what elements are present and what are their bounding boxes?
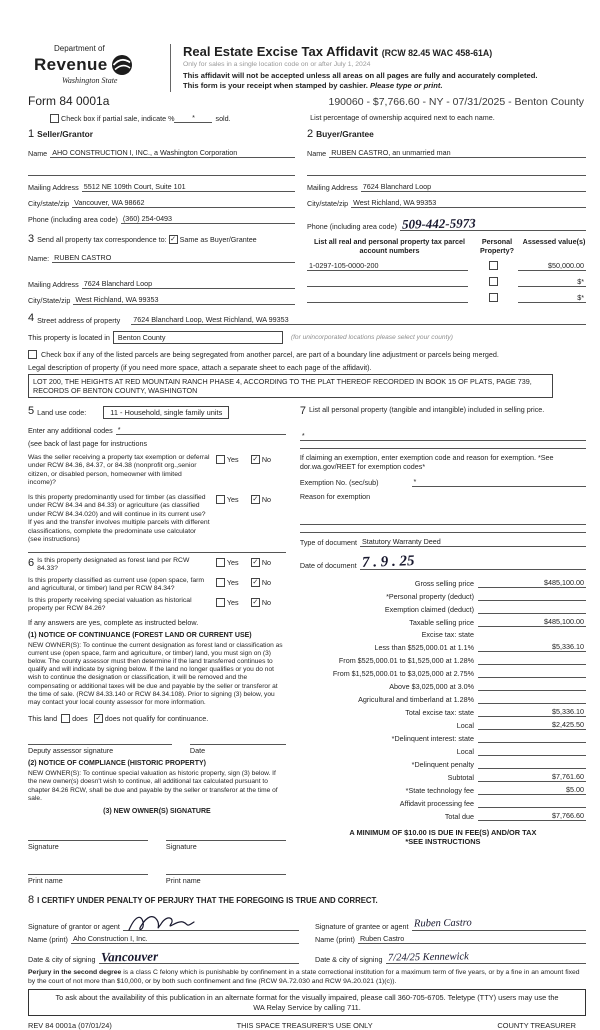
see-instructions-note: *SEE INSTRUCTIONS bbox=[405, 837, 481, 846]
excise-label: Above $3,025,000 at 3.0% bbox=[389, 681, 474, 691]
current-use-yes-checkbox[interactable] bbox=[216, 578, 225, 587]
section7-number: 7 bbox=[299, 405, 306, 418]
notice1-title: (1) NOTICE OF CONTINUANCE (FOREST LAND OR CURRENT USE) bbox=[28, 631, 252, 639]
exemption-no-field[interactable]: * bbox=[412, 477, 586, 487]
current-use-no-checkbox[interactable]: ✓ bbox=[252, 578, 259, 586]
excise-value[interactable] bbox=[478, 759, 586, 769]
parcel-table-header bbox=[307, 237, 586, 255]
revenue-wordmark: Revenue bbox=[34, 55, 108, 74]
title-block bbox=[171, 44, 586, 92]
excise-value[interactable]: $5,336.10 bbox=[478, 642, 586, 652]
buyer-phone-label: Phone (including area code) bbox=[307, 222, 397, 231]
excise-value[interactable]: $485,100.00 bbox=[478, 578, 586, 588]
new-owner-signature-field[interactable] bbox=[166, 831, 286, 841]
receipt-note: This form is your receipt when stamped by cashier. bbox=[183, 81, 368, 91]
forest-land-question: Is this property designated as forest land per RCW 84.33? bbox=[37, 556, 190, 573]
deputy-date-field[interactable] bbox=[190, 735, 286, 745]
yes-label: Yes bbox=[226, 557, 239, 567]
signature-label: Signature bbox=[28, 841, 59, 851]
excise-label: Local bbox=[456, 720, 474, 730]
street-address-label: Street address of property bbox=[37, 316, 121, 326]
current-use-question: Is this property classified as current use (open space, farm and agricultural, or timber) land per RCW 84.34? bbox=[28, 576, 205, 593]
notice2-title: (2) NOTICE OF COMPLIANCE (HISTORIC PROPERTY) bbox=[28, 760, 206, 768]
segregated-checkbox[interactable] bbox=[28, 350, 37, 359]
partial-sale-percent-field[interactable]: * bbox=[174, 113, 212, 123]
new-owner-printname-field[interactable] bbox=[28, 865, 148, 875]
section2-number: 2 bbox=[307, 128, 314, 140]
section4 bbox=[28, 312, 586, 399]
excise-label: Taxable selling price bbox=[409, 617, 474, 627]
no-label: No bbox=[261, 577, 272, 587]
yes-label: Yes bbox=[226, 494, 239, 504]
correspondence-city-label: City/State/zip bbox=[28, 295, 71, 305]
notice2-body: NEW OWNER(S): To continue special valuation as historic property, sign (3) below. If the new owner(s) doesn't wish to continue, all additional tax calculated pursuant to chapter 84.26 RCW, shall be due and payable by the seller or transferor at the time of sale. bbox=[28, 770, 278, 802]
does-not-checkbox[interactable]: ✓ bbox=[95, 715, 102, 723]
yes-label: Yes bbox=[226, 597, 239, 607]
certify-statement: I CERTIFY UNDER PENALTY OF PERJURY THAT THE FOREGOING IS TRUE AND CORRECT. bbox=[37, 895, 378, 905]
grantor-printname-label: Name (print) bbox=[28, 934, 68, 944]
type-of-document-field[interactable]: Statutory Warranty Deed bbox=[360, 537, 586, 547]
reason-exemption-label: Reason for exemption bbox=[299, 492, 371, 501]
partial-sale-suffix: sold. bbox=[215, 114, 231, 123]
excise-value[interactable]: $2,425.50 bbox=[478, 720, 586, 730]
grantee-printname-field[interactable]: Ruben Castro bbox=[358, 934, 586, 944]
buyer-city-label: City/state/zip bbox=[307, 198, 349, 208]
deputy-assessor-label: Deputy assessor signature bbox=[28, 746, 114, 756]
footer bbox=[28, 1021, 586, 1030]
personal-property-checkbox[interactable] bbox=[489, 293, 498, 302]
personal-property-checkbox[interactable] bbox=[489, 261, 498, 270]
historic-no-checkbox[interactable]: ✓ bbox=[252, 598, 259, 606]
seller-mailing-field[interactable]: 5512 NE 109th Court, Suite 101 bbox=[82, 182, 295, 192]
county-treasurer-label: COUNTY TREASURER bbox=[497, 1020, 576, 1030]
header bbox=[28, 44, 586, 92]
new-owner-signature-field[interactable] bbox=[28, 831, 148, 841]
grantor-datecity-handwritten: Vancouver bbox=[100, 948, 158, 965]
personal-property-label: List all personal property (tangible and intangible) included in selling price. bbox=[308, 405, 545, 415]
correspondence-name-field[interactable]: RUBEN CASTRO bbox=[52, 253, 295, 263]
excise-value[interactable]: $7,761.60 bbox=[478, 772, 586, 782]
new-owner-printname-field[interactable] bbox=[166, 865, 286, 875]
no-label: No bbox=[261, 557, 272, 567]
type-or-print-note: Please type or print. bbox=[369, 81, 443, 91]
excise-table bbox=[300, 578, 586, 821]
parcel-row bbox=[307, 293, 586, 303]
forest-no-checkbox[interactable]: ✓ bbox=[252, 558, 259, 566]
ownership-note: List percentage of ownership acquired next to each name. bbox=[310, 113, 495, 122]
form-title-text: Real Estate Excise Tax Affidavit bbox=[183, 44, 379, 59]
assessed-value-field[interactable]: $* bbox=[518, 293, 586, 303]
assessed-value-field[interactable]: $50,000.00 bbox=[518, 261, 586, 271]
washington-state-label: Washington State bbox=[62, 76, 118, 85]
forest-yes-checkbox[interactable] bbox=[216, 558, 225, 567]
seller-name-field[interactable]: AHO CONSTRUCTION I, INC., a Washington Corporation bbox=[50, 148, 295, 158]
if-yes-note: If any answers are yes, complete as instructed below. bbox=[28, 617, 199, 627]
treasurer-use-label: THIS SPACE TREASURER'S USE ONLY bbox=[236, 1020, 373, 1030]
signature-label: Signature bbox=[165, 841, 197, 851]
parcel-number-field[interactable] bbox=[307, 277, 468, 287]
land-use-label: Land use code: bbox=[37, 407, 87, 417]
excise-label: Total due bbox=[444, 811, 474, 821]
parcel-number-field[interactable]: 1-0297-105-0000-200 bbox=[307, 261, 468, 271]
excise-value[interactable] bbox=[478, 746, 586, 756]
buyer-name-label: Name bbox=[307, 148, 327, 158]
partial-sale-label: Check box if partial sale, indicate % bbox=[61, 114, 175, 123]
grantee-printname-label: Name (print) bbox=[315, 934, 355, 944]
page-title bbox=[183, 44, 586, 60]
excise-value[interactable] bbox=[478, 798, 586, 808]
single-location-note: Only for sales in a single location code on or after July 1, 2024 bbox=[183, 61, 371, 69]
section4-number: 4 bbox=[28, 311, 35, 324]
minimum-fee-note: A MINIMUM OF $10.00 IS DUE IN FEE(S) AND/OR TAX bbox=[349, 827, 537, 837]
form-number: Form 84 0001a bbox=[28, 94, 110, 108]
parcel-row bbox=[307, 261, 586, 271]
correspondence-mailing-field[interactable]: 7624 Blanchard Loop bbox=[82, 279, 295, 289]
type-of-document-label: Type of document bbox=[299, 538, 357, 547]
assessed-value-header: Assessed value(s) bbox=[522, 237, 586, 246]
excise-value[interactable]: $7,766.60 bbox=[478, 811, 586, 821]
legal-description-label: Legal description of property (if you need more space, attach a separate sheet to each page of the affidavit). bbox=[28, 363, 372, 373]
county-select[interactable]: Benton County bbox=[113, 331, 283, 344]
reason-exemption-field[interactable] bbox=[300, 515, 586, 525]
buyer-mailing-label: Mailing Address bbox=[307, 182, 358, 192]
timber-yes-checkbox[interactable] bbox=[216, 495, 225, 504]
personal-property-field[interactable]: * bbox=[300, 431, 586, 441]
excise-value[interactable] bbox=[478, 681, 586, 691]
excise-label: From $1,525,000.01 to $3,025,000 at 2.75% bbox=[332, 668, 474, 678]
see-back-note: (see back of last page for instructions bbox=[28, 439, 148, 448]
seller-city-field[interactable]: Vancouver, WA 98662 bbox=[72, 198, 295, 208]
excise-label: *Delinquent interest: state bbox=[391, 733, 474, 743]
parcel-row bbox=[307, 277, 586, 287]
additional-codes-label: Enter any additional codes bbox=[28, 426, 113, 435]
seller-phone-field[interactable]: (360) 254-0493 bbox=[121, 214, 295, 224]
grantor-datecity-label: Date & city of signing bbox=[28, 954, 96, 964]
does-label: does bbox=[72, 714, 88, 724]
no-label: No bbox=[261, 494, 272, 504]
excise-value[interactable] bbox=[478, 694, 586, 704]
excise-label: From $525,000.01 to $1,525,000 at 1.28% bbox=[338, 655, 474, 665]
yes-label: Yes bbox=[226, 455, 239, 464]
grantee-signature-field[interactable] bbox=[412, 916, 586, 930]
deputy-assessor-signature-field[interactable] bbox=[28, 735, 172, 745]
street-address-field[interactable]: 7624 Blanchard Loop, West Richland, WA 99353 bbox=[131, 315, 586, 325]
segregated-label: Check box if any of the listed parcels are being segregated from another parcel, are part of a boundary line adjustment or parcels being merged. bbox=[41, 350, 499, 360]
deputy-date-label: Date bbox=[189, 746, 206, 756]
section1-number: 1 bbox=[28, 128, 35, 140]
section3-number: 3 bbox=[28, 232, 35, 245]
buyer-phone-field[interactable] bbox=[400, 214, 586, 231]
grantor-signature-field[interactable] bbox=[123, 913, 299, 931]
revenue-swirl-icon bbox=[111, 54, 133, 76]
excise-label: Total excise tax: state bbox=[405, 707, 474, 717]
excise-label: Affidavit processing fee bbox=[399, 798, 474, 808]
grantor-printname-field[interactable]: Aho Construction I, Inc. bbox=[71, 934, 299, 944]
land-use-select[interactable]: 11 - Household, single family units bbox=[103, 406, 229, 419]
parcel-number-field[interactable] bbox=[307, 293, 468, 303]
correspondence-name-label: Name: bbox=[28, 253, 50, 263]
this-land-label: This land bbox=[28, 714, 58, 724]
section6-number: 6 bbox=[28, 556, 35, 569]
buyer-mailing-field[interactable]: 7624 Blanchard Loop bbox=[361, 182, 586, 192]
yes-label: Yes bbox=[226, 577, 239, 587]
excise-label: Excise tax: state bbox=[421, 629, 474, 639]
buyer-phone-handwritten: 509-442-5973 bbox=[401, 215, 476, 232]
parcel-number-header: List all real and personal property tax parcel account numbers bbox=[314, 237, 465, 255]
exemption-code-note: If claiming an exemption, enter exemption code and reason for exemption. *See dor.wa.gov/REET for exemption codes* bbox=[299, 453, 554, 471]
historic-yes-checkbox[interactable] bbox=[216, 598, 225, 607]
rcw-reference: (RCW 82.45 WAC 458-61A) bbox=[381, 48, 493, 58]
excise-label: Exemption claimed (deduct) bbox=[384, 604, 474, 614]
does-checkbox[interactable] bbox=[61, 714, 70, 723]
no-label: No bbox=[261, 597, 272, 607]
excise-label: *State technology fee bbox=[405, 785, 474, 795]
buyer-name-field[interactable]: RUBEN CASTRO, an unmarried man bbox=[329, 148, 586, 158]
seller-phone-label: Phone (including area code) bbox=[28, 214, 118, 224]
date-of-document-handwritten: 7 . 9 . 25 bbox=[361, 553, 415, 571]
dor-logo bbox=[28, 44, 171, 92]
assessed-value-field[interactable]: $* bbox=[518, 277, 586, 287]
historic-question: Is this property receiving special valuation as historical property per RCW 84.26? bbox=[28, 596, 192, 613]
section1-title: Seller/Grantor bbox=[37, 129, 93, 139]
section5-number: 5 bbox=[28, 405, 35, 418]
exemption-no-label: Exemption No. (sec/sub) bbox=[299, 478, 379, 487]
timber-no-checkbox[interactable]: ✓ bbox=[252, 495, 259, 503]
buyer-name2-field[interactable] bbox=[307, 167, 586, 176]
personal-property-checkbox[interactable] bbox=[489, 277, 498, 286]
seller-mailing-label: Mailing Address bbox=[28, 182, 79, 192]
county-note: (for unincorporated locations please select your county) bbox=[290, 333, 453, 341]
excise-label: *Delinquent penalty bbox=[411, 759, 474, 769]
grantee-datecity-handwritten: 7/24/25 Kennewick bbox=[387, 950, 469, 964]
print-name-label: Print name bbox=[28, 875, 63, 885]
divider bbox=[28, 552, 286, 553]
notice3-title: (3) NEW OWNER(S) SIGNATURE bbox=[103, 808, 211, 816]
correspondence-mailing-label: Mailing Address bbox=[28, 279, 79, 289]
print-name-label: Print name bbox=[165, 875, 201, 885]
partial-sale-checkbox[interactable] bbox=[50, 114, 59, 123]
excise-value[interactable]: $5,336.10 bbox=[478, 707, 586, 717]
no-label: No bbox=[261, 455, 272, 464]
does-not-label: does not qualify for continuance. bbox=[104, 714, 209, 724]
excise-value[interactable]: $5.00 bbox=[478, 785, 586, 795]
exemption-no-checkbox[interactable]: ✓ bbox=[252, 456, 259, 463]
receipt-stamp: 190060 - $7,766.60 - NY - 07/31/2025 - Benton County bbox=[328, 95, 584, 108]
acceptance-note: This affidavit will not be accepted unless all areas on all pages are fully and accurately completed. bbox=[183, 70, 538, 80]
excise-value[interactable] bbox=[478, 591, 586, 601]
excise-value[interactable]: $485,100.00 bbox=[478, 617, 586, 627]
tty-accessibility-note: To ask about the availability of this publication in an alternate format for the visually impaired, please call 360-705-6705. Teletype (TTY) users may use the WA Relay Service by calling 711. bbox=[28, 989, 586, 1016]
section2-title: Buyer/Grantee bbox=[316, 129, 374, 139]
seller-name-label: Name bbox=[28, 148, 48, 158]
rev-form-number: REV 84 0001a (07/01/24) bbox=[28, 1020, 112, 1030]
exemption-yes-checkbox[interactable] bbox=[216, 455, 225, 464]
divider bbox=[300, 448, 586, 449]
excise-label: Subtotal bbox=[447, 772, 474, 782]
section3-label: Send all property tax correspondence to: bbox=[37, 235, 167, 245]
excise-value[interactable] bbox=[478, 655, 586, 665]
excise-value[interactable] bbox=[478, 733, 586, 743]
excise-value[interactable] bbox=[478, 668, 586, 678]
divider bbox=[300, 532, 586, 533]
located-in-label: This property is located in bbox=[28, 333, 110, 343]
excise-label: Gross selling price bbox=[414, 578, 474, 588]
exemption-question-text: Was the seller receiving a property tax exemption or deferral under RCW 84.36, 84.37, or 84.38 (nonprofit org.,senior citizen, or disabled person, homeowner with limited income)? bbox=[28, 454, 210, 487]
same-as-buyer-checkbox[interactable]: ✓ bbox=[170, 236, 177, 244]
grantee-datecity-field[interactable] bbox=[386, 950, 586, 964]
excise-label: *Personal property (deduct) bbox=[386, 591, 474, 601]
excise-value[interactable] bbox=[478, 604, 586, 614]
personal-property-header: Personal Property? bbox=[480, 237, 514, 255]
grantor-signature-scribble bbox=[125, 913, 197, 933]
correspondence-city-field[interactable]: West Richland, WA 99353 bbox=[73, 295, 295, 305]
excise-label: Local bbox=[456, 746, 474, 756]
grantor-signature-label: Signature of grantor or agent bbox=[28, 921, 120, 931]
grantee-signature-handwritten: Ruben Castro bbox=[413, 917, 472, 930]
date-of-document-field[interactable] bbox=[360, 550, 586, 570]
section8 bbox=[28, 894, 586, 964]
additional-codes-field[interactable]: * bbox=[116, 425, 286, 435]
perjury-rest: is a class C felony which is punishable by confinement in a state correctional institution for a maximum term of five years, or by a fine in an amount fixed by the court of not more than $10,000, or by both such confinement and fine (RCW 9A.72.030 and RCW 9A.20.021 (1)(c)). bbox=[28, 968, 580, 985]
dept-of-label: Department of bbox=[54, 44, 105, 53]
excise-label: Agricultural and timberland at 1.28% bbox=[358, 694, 474, 704]
notice1-body: NEW OWNER(S): To continue the current designation as forest land or classification as current use (open space, farm and agriculture, or timber) land, you must sign on (3) below. The county assessor must then determine if the land transferred continues to qualify and will indicate by signing below. If the land no longer qualifies or you do not wish to continue the designation or classification, it will be removed and the compensating or additional taxes will be due and payable by the seller or transferor at the time of sale. (RCW 84.33.140 or RCW 84.34.108). Prior to signing (3) below, you may contact your local county assessor for more information. bbox=[28, 641, 283, 707]
same-as-buyer-label: Same as Buyer/Grantee bbox=[179, 235, 257, 245]
perjury-statement bbox=[28, 969, 586, 987]
date-of-document-label: Date of document bbox=[299, 560, 357, 570]
section8-number: 8 bbox=[28, 893, 35, 906]
legal-description-field[interactable]: LOT 200, THE HEIGHTS AT RED MOUNTAIN RANCH PHASE 4, ACCORDING TO THE PLAT THEREOF RECORDED IN BOOK 15 OF PLATS, PAGE 739, RECORDS OF BENTON COUNTY, WASHINGTON bbox=[28, 374, 553, 398]
excise-label: Less than $525,000.01 at 1.1% bbox=[374, 642, 474, 652]
grantee-datecity-label: Date & city of signing bbox=[315, 954, 383, 964]
perjury-lead: Perjury in the second degree bbox=[28, 968, 122, 976]
timber-question-text: Is this property predominantly used for timber (as classified under RCW 84.34 and 84.33) or agriculture (as classified under RCW 84.34.020) and will continue in its current use? If yes and the transfer involves multiple parcels with different classifications, complete the predominate use calculator (see instructions) bbox=[28, 493, 210, 544]
excise-value bbox=[478, 630, 586, 639]
grantee-signature-label: Signature of grantee or agent bbox=[315, 921, 409, 931]
seller-city-label: City/state/zip bbox=[28, 198, 70, 208]
seller-name2-field[interactable] bbox=[28, 167, 295, 176]
grantor-datecity-field[interactable] bbox=[99, 947, 299, 964]
buyer-city-field[interactable]: West Richland, WA 99353 bbox=[351, 198, 586, 208]
